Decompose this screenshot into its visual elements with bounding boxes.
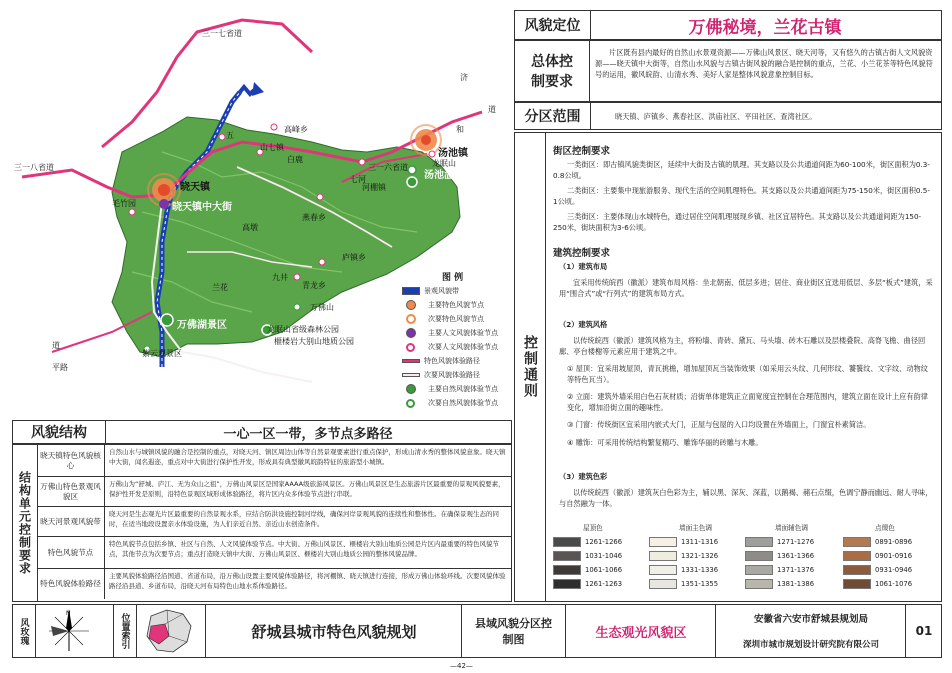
color-swatch [553, 579, 622, 589]
block-p2: 二类街区：主要集中现旅游服务、现代生活的空间肌理特色。其支路以及公共通道间距为75-150米，街区面积0.5-1公顷。 [553, 186, 930, 206]
structure-row-name: 特色风貌体验路径 [37, 569, 105, 599]
label-road-317: 三一七省道 [202, 29, 242, 38]
org-1: 安徽省六安市舒城县规划局 [715, 605, 906, 631]
label-road-he: 和 [456, 125, 464, 134]
structure-header-row [12, 420, 512, 444]
label-lanhua: 兰花 [212, 283, 228, 292]
structure-body [12, 444, 512, 602]
row-positioning [514, 10, 942, 40]
structure-side-label: 结构单元控制要求 [13, 445, 38, 601]
location-index-label: 位置索引 [113, 605, 137, 657]
label-road-318: 三一八省道 [14, 163, 54, 172]
positioning-value: 万佛秘境，兰花古镇 [688, 17, 842, 38]
overall-text: 片区既有县内最好的自然山水景观资源——万佛山风景区、晓天河等，又有悠久的古镇古街人文风貌资源——晓天镇中大街等，自然山水风貌与古镇古街风貌的融合是控制的重点，兰花、小兰花茶等特色风貌符号的运用，徽风皖韵、山清水秀、美好人家是整体风貌意象控制目标。 [595, 48, 933, 79]
legend-item: 主要自然风貌体验节点 [402, 384, 498, 394]
swatch-code: 1381-1386 [777, 580, 815, 588]
map-legend [402, 270, 512, 418]
swatch-code: 1361-1366 [777, 552, 815, 560]
color-swatch [745, 551, 814, 561]
color-swatch [553, 565, 622, 575]
swatch-color [553, 579, 581, 589]
structure-row [37, 477, 511, 507]
legend-item: 次要特色风貌节点 [402, 314, 484, 324]
palette [553, 523, 937, 597]
swatch-color [745, 579, 773, 589]
label-qinglong: 青龙乡 [302, 281, 326, 290]
label-shanqi: 山七镇 [260, 143, 284, 152]
swatch-color [649, 579, 677, 589]
swatch-code: 1351-1355 [681, 580, 719, 588]
building-title: 建筑控制要求 [553, 248, 611, 259]
swatch-color [745, 537, 773, 547]
color-swatch [649, 579, 718, 589]
label-road-ji: 济 [460, 73, 468, 82]
legend-item: 景观风貌带 [402, 286, 459, 296]
color-swatch [553, 537, 622, 547]
swatch-color [843, 551, 871, 561]
s1-title: （1）建筑布局 [559, 262, 608, 271]
palette-swatches [553, 537, 937, 597]
label-longmian: 龙眠山 [432, 159, 456, 168]
drawing-title: 县域风貌分区控制图 [461, 605, 565, 657]
legend-item: 特色风貌体验路径 [402, 356, 480, 366]
label-road-dao2: 道 [488, 105, 496, 114]
s2-text: 以传统皖西（徽派）建筑风格为主，将粉墙、青砖、黛瓦、马头墙、砖木石雕以及层楼叠院、高脊飞檐、曲径回廊、亭台楼榭等元素应用于建筑之中。 [559, 336, 926, 356]
structure-row-text: 主要风貌体验路径沿国道、省道布局，沿万佛山设置主要风貌体验路径，将河棚镇、晓天镇进行连接，形成万佛山体验环线。次要风貌体验路径沿县道、乡道布局，沿晓天河布局特色山地水系体验路径。 [109, 572, 506, 590]
structure-row-text: 晓天河是生态观光片区最重要的自然景观水系，应结合防洪设施控制河岸线，确保河岸景观风貌的连续性和整体性。在确保景观生态的同时，在适当地段设置亲水体验设施，为人们亲近自然、亲近山水创造条件。 [109, 510, 499, 528]
zone-title: 生态观光风貌区 [565, 605, 716, 657]
row-range [514, 102, 942, 130]
structure-rows [37, 445, 511, 601]
page-number: —42— [450, 662, 473, 670]
label-road-dao: 道 [52, 341, 60, 350]
swatch-code: 1271-1276 [777, 538, 815, 546]
label-positioning: 风貌定位 [515, 11, 591, 39]
swatch-code: 1261-1263 [585, 580, 623, 588]
label-wanfo-mt: 万佛山 [310, 303, 334, 312]
legend-item: 主要特色风貌节点 [402, 300, 484, 310]
structure-row [37, 445, 511, 477]
structure-row-name: 万佛山特色景观风貌区 [37, 477, 105, 506]
label-ziyun: 紫云观景区 [142, 349, 182, 358]
label-yanchun: 燕春乡 [302, 213, 326, 222]
color-swatch [649, 551, 718, 561]
legend-item: 次要自然风貌体验节点 [402, 398, 498, 408]
swatch-code: 1031-1046 [585, 552, 623, 560]
structure-row [37, 537, 511, 569]
label-jiujing: 九井 [272, 273, 288, 282]
s3-text: 以传统皖西（徽派）建筑灰白色彩为主，辅以黑、深灰、深蓝，以鹅褐、赭石点缀，色调宁静而幽远、耐人寻味，与自然融为一体。 [559, 488, 933, 508]
swatch-code: 1061-1076 [875, 580, 913, 588]
swatch-code: 0931-0946 [875, 566, 913, 574]
block-title: 街区控制要求 [553, 146, 611, 157]
label-xiaotian: 晓天镇 [180, 182, 210, 193]
legend-item: 次要风貌体验路径 [402, 370, 480, 380]
structure-row-text: 特色风貌节点包括乡镇、社区与自然、人文风貌体验节点。中大街、万佛山风景区、榧楼岩大别山地质公园是片区内最重要的特色风貌节点，其他节点为次要节点；重点打造晓天镇中大街、万佛山风景区、榧楼岩大别山地质公园的整体风貌品牌。 [109, 540, 499, 558]
label-pinglu: 平路 [52, 363, 68, 372]
label-wanfo-area: 万佛湖景区 [177, 320, 227, 331]
label-tangchi: 汤池镇 [438, 148, 468, 159]
label-xiaotian-street: 晓天镇中大街 [172, 202, 232, 213]
label-qihe: 七河 [350, 175, 366, 184]
structure-row-text: 万佛山为“舒城、庐江、无为众山之祖”，万佛山风景区是国家AAAA级旅游风景区。万佛山风景区是生态旅游片区最重要的景观风貌要素，保护性开发是原则，沿特色景观区域形成体验路径，将片区内众多体验节点进行串联。 [109, 480, 505, 498]
footer [12, 604, 942, 658]
plan-title: 舒城县城市特色风貌规划 [205, 605, 462, 657]
label-overall: 总体控制要求 [515, 41, 590, 101]
label-guifu-park: 榧楼岩大别山地质公园 [274, 337, 354, 346]
color-swatch [745, 537, 814, 547]
map-panel [12, 12, 512, 418]
swatch-code: 1261-1266 [585, 538, 623, 546]
structure-row-name: 晓天河景观风貌带 [37, 507, 105, 536]
s2-roof: ① 屋顶：宜采用坡屋顶，青瓦挑檐，增加屋顶瓦当装饰效果（如采用云头纹、几何形纹、饕餮纹、文字纹、动物纹等特色瓦当）。 [567, 364, 928, 384]
swatch-color [843, 537, 871, 547]
label-tangchi-spring: 汤池温泉景区 [424, 170, 484, 181]
palette-header: 屋顶色 [583, 524, 603, 532]
color-swatch [649, 565, 718, 575]
swatch-color [553, 551, 581, 561]
location-map-icon [139, 606, 199, 656]
structure-value: 一心一区一带，多节点多路径 [223, 426, 393, 442]
color-swatch [745, 579, 814, 589]
wind-rose-icon [39, 606, 99, 656]
swatch-color [649, 537, 677, 547]
color-swatch [649, 537, 718, 547]
structure-row-name: 特色风貌节点 [37, 537, 105, 568]
swatch-color [553, 537, 581, 547]
swatch-code: 1311-1316 [681, 538, 719, 546]
sheet-number: 01 [905, 605, 942, 657]
s2-title: （2）建筑风格 [559, 320, 608, 329]
color-swatch [843, 551, 912, 561]
palette-header: 墙面主色调 [679, 524, 712, 532]
palette-header: 点缀色 [875, 524, 895, 532]
label-range: 分区范围 [515, 103, 591, 129]
legend-item: 次要人文风貌体验节点 [402, 342, 498, 352]
swatch-color [843, 579, 871, 589]
swatch-color [649, 565, 677, 575]
wind-rose-label: 风玫瑰 [13, 605, 36, 657]
label-luzhen: 庐镇乡 [342, 253, 366, 262]
legend-title: 图 例 [442, 273, 464, 283]
structure-label: 风貌结构 [13, 421, 106, 443]
swatch-color [745, 551, 773, 561]
label-hepeng: 河棚镇 [362, 183, 386, 192]
swatch-color [553, 565, 581, 575]
structure-row-name: 晓天镇特色风貌核心 [37, 445, 105, 476]
block-p3: 三类街区：主要体现山水城特色，通过居住空间肌理展现乡镇、社区宜居特色。其支路以及公共通道间距为150-250米，街块面积为3-6公顷。 [553, 212, 922, 232]
swatch-code: 1321-1326 [681, 552, 719, 560]
color-swatch [843, 565, 912, 575]
label-road-316: 三一六省道 [368, 163, 408, 172]
s2-carving: ④ 雕饰：可采用传统结构繁复精巧、雕饰华丽的砖雕与木雕。 [567, 438, 763, 447]
swatch-code: 0891-0896 [875, 538, 913, 546]
s3-title: （3）建筑色彩 [559, 472, 608, 481]
control-rules-label: 控制通则 [515, 133, 546, 601]
color-swatch [843, 579, 912, 589]
range-text: 晓天镇、庐镇乡、燕春社区、洪庙社区、平田社区、查湾社区。 [615, 112, 817, 121]
swatch-color [649, 551, 677, 561]
control-rules-panel [514, 132, 942, 602]
s1-text: 宜采用传统皖西（徽派）建筑布局风格：坐北朝南、低层多进；居住、商业街区宜选用低层、多层“板式”建筑，采用“围合式”或“行列式”的建筑布局方式。 [559, 278, 933, 298]
swatch-code: 0901-0916 [875, 552, 913, 560]
structure-row [37, 507, 511, 537]
swatch-color [843, 565, 871, 575]
s2-door: ③ 门窗：传统街区宜采用内嵌式大门，正屋与包屋的入口均设置在外墙面上，门窗宜朴素简洁。 [567, 420, 871, 429]
palette-header: 墙面辅色调 [775, 524, 808, 532]
color-swatch [745, 565, 814, 575]
label-road-5: 五 [226, 131, 234, 140]
structure-row-text: 自然山水与城镇风貌的融合是控制的重点，对晓天河、镇区周边山体等自然景观要素进行重点保护，形成山清水秀的整体风貌意象。晓天镇中大街，闻名遐迩，重点对中大街进行保护性开发，形成具有典型徽风皖韵特征的旅游型小城镇。 [109, 448, 506, 466]
row-overall [514, 40, 942, 102]
color-swatch [843, 537, 912, 547]
org-2: 深圳市城市规划设计研究院有限公司 [715, 631, 906, 657]
label-maocha: 毛竹园 [112, 199, 136, 208]
color-swatch [553, 551, 622, 561]
label-longmian-park: 龙眠山省级森林公园 [267, 325, 339, 334]
structure-row [37, 569, 511, 599]
swatch-code: 1061-1066 [585, 566, 623, 574]
label-bailu: 白鹿 [287, 155, 303, 164]
swatch-code: 1331-1336 [681, 566, 719, 574]
block-p1: 一类街区：即古镇风貌类街区，延续中大街及古镇的肌理。其支路以及公共通道间距为60-100米，街区面积为0.3-0.8公顷。 [553, 160, 930, 180]
s2-facade: ② 立面：建筑外墙采用白色石灰材质；沿街单体建筑正立面宽度宜控制在合理范围内，建筑立面在设计上应有韵律变化，增加沿街立面的趣味性。 [567, 392, 928, 412]
legend-item: 主要人文风貌体验节点 [402, 328, 498, 338]
swatch-color [745, 565, 773, 575]
label-gaodun: 高墩 [242, 223, 258, 232]
swatch-code: 1371-1376 [777, 566, 815, 574]
svg-text:N: N [66, 610, 71, 617]
label-gaofeng: 高峰乡 [284, 125, 308, 134]
